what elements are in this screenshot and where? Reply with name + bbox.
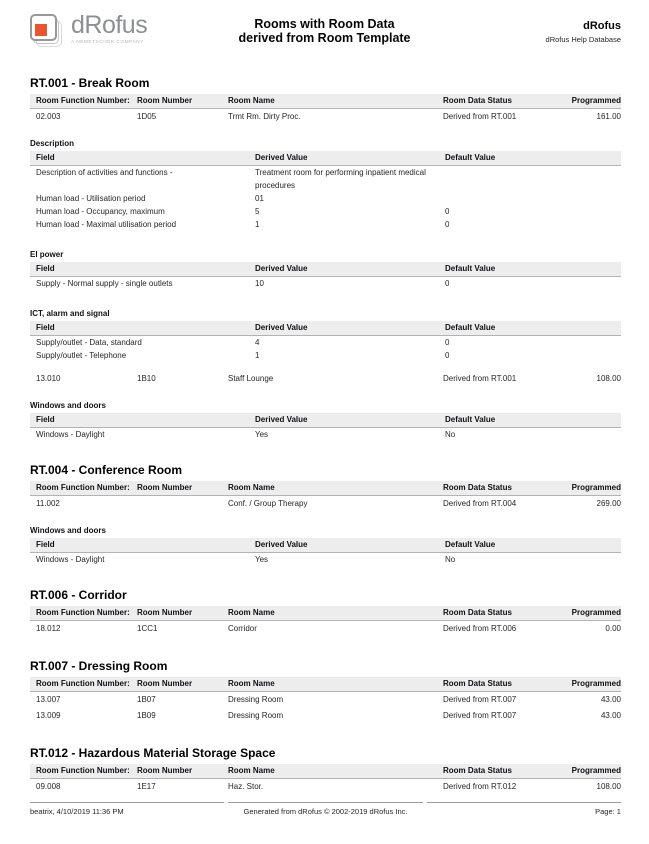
field-cell: 0 — [445, 220, 450, 229]
field-row — [30, 428, 621, 442]
field-table — [30, 321, 621, 362]
field-column-header: Field — [30, 262, 249, 277]
room-column-header: Room Function Number: — [30, 606, 131, 621]
field-column-header: Derived Value — [249, 262, 439, 277]
field-group-label: El power — [30, 250, 64, 259]
field-cell: 0 — [445, 207, 450, 216]
database-info — [546, 20, 621, 44]
room-column-header: Room Function Number: — [30, 677, 131, 692]
room-cell: 0.00 — [605, 624, 621, 633]
room-table-header-row — [30, 764, 621, 779]
field-table — [30, 538, 621, 566]
logo-box — [30, 14, 57, 41]
section-heading: RT.004 - Conference Room — [30, 463, 183, 477]
room-cell: 108.00 — [596, 782, 621, 791]
field-group-label: ICT, alarm and signal — [30, 309, 110, 318]
field-cell: No — [445, 430, 456, 439]
field-group-label: Windows and doors — [30, 401, 106, 410]
section-heading: RT.001 - Break Room — [30, 76, 150, 90]
field-table — [30, 413, 621, 441]
database-subtitle: dRofus Help Database — [545, 35, 621, 44]
room-cell: 13.007 — [36, 695, 61, 704]
section-blocks — [30, 764, 621, 795]
field-column-header: Default Value — [439, 321, 621, 336]
section-blocks — [30, 677, 621, 724]
report-header — [0, 0, 649, 50]
room-table — [30, 677, 621, 724]
report-body — [0, 77, 649, 795]
room-column-header: Room Data Status — [437, 764, 562, 779]
section-heading: RT.006 - Corridor — [30, 588, 127, 602]
field-cell: 5 — [255, 207, 260, 216]
field-row — [30, 205, 621, 218]
field-column-header: Field — [30, 538, 249, 553]
room-column-header: Room Function Number: — [30, 764, 131, 779]
field-cell: Yes — [255, 430, 269, 439]
field-row — [30, 277, 621, 291]
room-table-header-row — [30, 481, 621, 496]
room-column-header: Programmed — [562, 94, 621, 109]
room-table — [30, 606, 621, 637]
field-cell: Supply - Normal supply - single outlets — [36, 279, 173, 288]
room-cell: 18.012 — [36, 624, 61, 633]
field-cell: 0 — [445, 351, 450, 360]
room-cell: Derived from RT.004 — [443, 499, 517, 508]
room-column-header: Room Name — [222, 481, 437, 496]
field-column-header: Default Value — [439, 151, 621, 166]
room-row — [30, 692, 621, 709]
room-row — [30, 708, 621, 724]
field-table-header-row — [30, 538, 621, 553]
field-cell: Yes — [255, 555, 269, 564]
room-cell: Derived from RT.012 — [443, 782, 517, 791]
drofus-logo-icon — [30, 12, 64, 48]
field-cell: 1 — [255, 220, 260, 229]
footer-page-number: Page: 1 — [427, 802, 621, 816]
logo-tagline: A NEMETSCHEK COMPANY — [71, 40, 144, 45]
room-row — [30, 371, 621, 387]
room-template-section — [30, 589, 621, 637]
field-cell: 10 — [255, 279, 264, 288]
room-column-header: Programmed — [562, 764, 621, 779]
room-cell: 02.003 — [36, 112, 61, 121]
field-group — [30, 139, 621, 231]
field-group — [30, 401, 621, 441]
room-column-header: Room Number — [131, 481, 222, 496]
room-column-header: Room Number — [131, 764, 222, 779]
field-column-header: Derived Value — [249, 321, 439, 336]
field-table — [30, 151, 621, 231]
room-cell: 43.00 — [600, 711, 621, 720]
room-row — [30, 779, 621, 796]
room-cell: Haz. Stor. — [228, 782, 264, 791]
section-heading: RT.007 - Dressing Room — [30, 659, 168, 673]
field-row — [30, 166, 621, 193]
room-column-header: Room Data Status — [437, 94, 562, 109]
field-cell — [439, 166, 621, 193]
room-column-header: Room Function Number: — [30, 481, 131, 496]
room-cell: Derived from RT.007 — [443, 695, 517, 704]
room-template-section — [30, 77, 621, 441]
report-title — [238, 17, 410, 45]
report-footer — [30, 802, 621, 816]
room-table-header-row — [30, 677, 621, 692]
field-group — [30, 250, 621, 290]
room-column-header: Room Data Status — [437, 677, 562, 692]
field-cell: Supply/outlet - Data, standard — [36, 338, 142, 347]
field-column-header: Default Value — [439, 538, 621, 553]
room-cell: 09.008 — [36, 782, 61, 791]
section-blocks — [30, 606, 621, 637]
room-template-section — [30, 660, 621, 724]
field-column-header: Field — [30, 413, 249, 428]
field-cell: Windows - Daylight — [36, 555, 105, 564]
room-cell: 1B09 — [137, 711, 156, 720]
room-column-header: Room Name — [222, 94, 437, 109]
room-cell: Corridor — [228, 624, 257, 633]
room-cell: 108.00 — [596, 374, 621, 383]
section-blocks — [30, 481, 621, 566]
field-column-header: Derived Value — [249, 538, 439, 553]
database-name: dRofus — [583, 20, 621, 32]
field-table-header-row — [30, 413, 621, 428]
room-template-section — [30, 464, 621, 566]
field-cell: 01 — [255, 194, 264, 203]
room-cell: Derived from RT.001 — [443, 112, 517, 121]
field-column-header: Default Value — [439, 262, 621, 277]
field-row — [30, 192, 621, 205]
room-cell: 269.00 — [596, 499, 621, 508]
footer-generated-note: Generated from dRofus © 2002-2019 dRofus Inc. — [228, 802, 422, 816]
field-row — [30, 349, 621, 362]
field-cell: 0 — [445, 279, 450, 288]
field-cell — [439, 192, 621, 205]
field-cell: 4 — [255, 338, 260, 347]
room-cell: 13.010 — [36, 374, 61, 383]
room-table — [30, 481, 621, 512]
logo-orange-square — [35, 24, 47, 36]
room-column-header: Programmed — [562, 677, 621, 692]
field-column-header: Derived Value — [249, 413, 439, 428]
room-column-header: Room Data Status — [437, 481, 562, 496]
section-blocks — [30, 94, 621, 441]
room-cell: Derived from RT.006 — [443, 624, 517, 633]
room-cell: 1B07 — [137, 695, 156, 704]
room-cell: 13.009 — [36, 711, 61, 720]
room-table-header-row — [30, 606, 621, 621]
logo-text — [71, 12, 147, 45]
room-cell: 11.002 — [36, 499, 60, 508]
field-cell: 0 — [445, 338, 450, 347]
room-cell: Conf. / Group Therapy — [228, 499, 308, 508]
room-column-header: Room Number — [131, 606, 222, 621]
section-heading: RT.012 - Hazardous Material Storage Space — [30, 746, 276, 760]
room-cell: 1CC1 — [137, 624, 158, 633]
logo-brand-text: dRofus — [71, 11, 148, 39]
room-column-header: Room Function Number: — [30, 94, 131, 109]
room-column-header: Room Name — [222, 677, 437, 692]
room-cell: 43.00 — [600, 695, 621, 704]
field-table-header-row — [30, 262, 621, 277]
field-row — [30, 336, 621, 350]
room-cell: 161.00 — [596, 112, 621, 121]
room-column-header: Room Name — [222, 764, 437, 779]
field-table-header-row — [30, 321, 621, 336]
room-cell: Dressing Room — [228, 695, 284, 704]
field-row — [30, 553, 621, 567]
room-table — [30, 94, 621, 125]
room-cell — [131, 496, 222, 513]
field-column-header: Default Value — [439, 413, 621, 428]
room-cell: 1D05 — [137, 112, 157, 121]
footer-user-timestamp: beatrix, 4/10/2019 11:36 PM — [30, 802, 224, 816]
field-cell: 1 — [255, 351, 260, 360]
field-row — [30, 218, 621, 231]
field-cell: Windows - Daylight — [36, 430, 105, 439]
room-template-section — [30, 747, 621, 795]
room-row — [30, 621, 621, 638]
field-table-header-row — [30, 151, 621, 166]
field-column-header: Field — [30, 321, 249, 336]
field-cell: Human load - Maximal utilisation period — [36, 220, 177, 229]
room-cell: Staff Lounge — [228, 374, 274, 383]
field-group — [30, 309, 621, 362]
field-table — [30, 262, 621, 290]
room-row — [30, 496, 621, 513]
room-column-header: Room Data Status — [437, 606, 562, 621]
report-title-line1: Rooms with Room Data — [254, 17, 395, 31]
room-table-header-row — [30, 94, 621, 109]
field-group — [30, 526, 621, 566]
room-cell: Trmt Rm. Dirty Proc. — [228, 112, 301, 121]
room-column-header: Programmed — [562, 481, 621, 496]
room-table — [30, 371, 621, 387]
report-title-line2: derived from Room Template — [238, 31, 411, 45]
room-cell: Dressing Room — [228, 711, 284, 720]
field-group-label: Description — [30, 139, 75, 148]
room-cell: Derived from RT.007 — [443, 711, 517, 720]
field-cell: No — [445, 555, 456, 564]
field-cell: Supply/outlet - Telephone — [36, 351, 127, 360]
room-row — [30, 109, 621, 126]
room-cell: 1B10 — [137, 374, 156, 383]
field-column-header: Field — [30, 151, 249, 166]
room-column-header: Room Number — [131, 94, 222, 109]
room-column-header: Programmed — [562, 606, 621, 621]
room-cell: Derived from RT.001 — [443, 374, 517, 383]
field-column-header: Derived Value — [249, 151, 439, 166]
field-cell: Description of activities and functions - — [36, 168, 173, 177]
field-cell: Human load - Occupancy, maximum — [36, 207, 165, 216]
room-table — [30, 764, 621, 795]
room-cell: 1E17 — [137, 782, 156, 791]
field-cell: Human load - Utilisation period — [36, 194, 146, 203]
field-cell: Treatment room for performing inpatient medical procedures — [255, 168, 426, 190]
room-column-header: Room Name — [222, 606, 437, 621]
field-group-label: Windows and doors — [30, 526, 106, 535]
room-column-header: Room Number — [131, 677, 222, 692]
